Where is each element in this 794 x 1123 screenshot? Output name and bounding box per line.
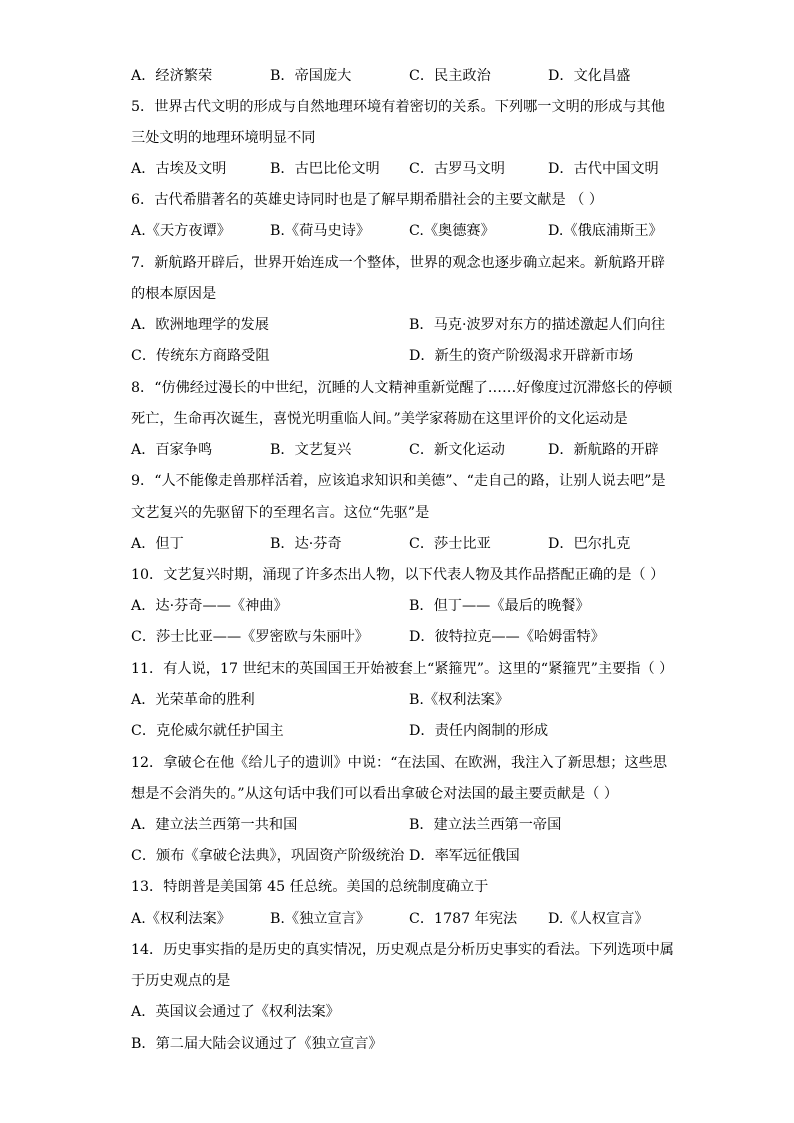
q4-option-d: D．文化昌盛 <box>548 68 631 84</box>
q6-option-d: D.《俄底浦斯王》 <box>548 223 663 239</box>
q10-option-a: A．达·芬奇——《神曲》 <box>131 598 288 614</box>
q7-option-d: D．新生的资产阶级渴求开辟新市场 <box>409 348 634 364</box>
q5-stem-line-2: 三处文明的地理环境明显不同 <box>131 130 316 146</box>
q12-stem-line-1: 12．拿破仑在他《给儿子的遗训》中说：“在法国、在欧洲，我注入了新思想；这些思 <box>131 755 668 771</box>
q10-stem-line-1: 10．文艺复兴时期，涌现了许多杰出人物，以下代表人物及其作品搭配正确的是（ ） <box>131 567 665 583</box>
q13-option-d: D.《人权宣言》 <box>548 911 649 927</box>
q13-stem-line-1: 13．特朗普是美国第 45 任总统。美国的总统制度确立于 <box>131 879 489 895</box>
q13-option-a: A.《权利法案》 <box>131 911 231 927</box>
q11-stem-line-1: 11．有人说，17 世纪末的英国国王开始被套上“紧箍咒”。这里的“紧箍咒”主要指（ ） <box>131 661 674 677</box>
q13-option-c: C．1787 年宪法 <box>409 911 518 927</box>
q7-option-c: C．传统东方商路受阻 <box>131 348 270 364</box>
q9-stem-line-1: 9．“人不能像走兽那样活着，应该追求知识和美德”、“走自己的路，让别人说去吧”是 <box>131 473 666 489</box>
q6-option-c: C.《奥德赛》 <box>409 223 495 239</box>
q12-option-d: D．率军远征俄国 <box>409 848 520 864</box>
q14-stem-line-1: 14．历史事实指的是历史的真实情况，历史观点是分析历史事实的看法。下列选项中属 <box>131 942 674 958</box>
q5-option-d: D．古代中国文明 <box>548 161 659 177</box>
q12-option-a: A．建立法兰西第一共和国 <box>131 817 298 833</box>
q14-option-a: A．英国议会通过了《权利法案》 <box>131 1004 340 1020</box>
q10-option-d: D．彼特拉克——《哈姆雷特》 <box>409 629 605 645</box>
q5-stem-line-1: 5．世界古代文明的形成与自然地理环境有着密切的关系。下列哪一文明的形成与其他 <box>131 99 665 115</box>
q7-stem-line-2: 的根本原因是 <box>131 286 217 302</box>
q7-option-a: A．欧洲地理学的发展 <box>131 317 269 333</box>
q9-option-d: D．巴尔扎克 <box>548 536 631 552</box>
q4-option-c: C．民主政治 <box>409 68 491 84</box>
q11-option-d: D．责任内阁制的形成 <box>409 723 549 739</box>
q8-option-d: D．新航路的开辟 <box>548 442 659 458</box>
q8-stem-line-2: 死亡，生命再次诞生，喜悦光明重临人间。”美学家蒋励在这里评价的文化运动是 <box>131 411 628 427</box>
q12-option-b: B．建立法兰西第一帝国 <box>409 817 562 833</box>
q6-stem-line-1: 6．古代希腊著名的英雄史诗同时也是了解早期希腊社会的主要文献是 （ ） <box>131 192 604 208</box>
q9-option-c: C．莎士比亚 <box>409 536 491 552</box>
q8-option-a: A．百家争鸣 <box>131 442 213 458</box>
q6-option-a: A.《天方夜谭》 <box>131 223 231 239</box>
q12-stem-line-2: 想是不会消失的。”从这句话中我们可以看出拿破仑对法国的最主要贡献是（ ） <box>131 786 619 802</box>
q7-stem-line-1: 7．新航路开辟后，世界开始连成一个整体，世界的观念也逐步确立起来。新航路开辟 <box>131 255 665 271</box>
q6-option-b: B.《荷马史诗》 <box>270 223 371 239</box>
q10-option-c: C．莎士比亚——《罗密欧与朱丽叶》 <box>131 629 369 645</box>
q5-option-a: A．古埃及文明 <box>131 161 227 177</box>
q13-option-b: B.《独立宣言》 <box>270 911 371 927</box>
q11-option-c: C．克伦威尔就任护国主 <box>131 723 284 739</box>
q7-option-b: B．马克·波罗对东方的描述激起人们向往 <box>409 317 666 333</box>
q8-option-c: C．新文化运动 <box>409 442 505 458</box>
q14-option-b: B．第二届大陆会议通过了《独立宣言》 <box>131 1036 383 1052</box>
q9-stem-line-2: 文艺复兴的先驱留下的至理名言。这位“先驱”是 <box>131 505 430 521</box>
q4-option-a: A．经济繁荣 <box>131 68 213 84</box>
q14-stem-line-2: 于历史观点的是 <box>131 973 231 989</box>
q12-option-c: C．颁布《拿破仑法典》，巩固资产阶级统治 <box>131 848 405 864</box>
q5-option-b: B．古巴比伦文明 <box>270 161 380 177</box>
q10-option-b: B．但丁——《最后的晚餐》 <box>409 598 590 614</box>
q4-option-b: B．帝国庞大 <box>270 68 352 84</box>
q11-option-a: A．光荣革命的胜利 <box>131 692 255 708</box>
q11-option-b: B.《权利法案》 <box>409 692 510 708</box>
q8-option-b: B．文艺复兴 <box>270 442 352 458</box>
q9-option-a: A．但丁 <box>131 536 184 552</box>
q5-option-c: C．古罗马文明 <box>409 161 505 177</box>
q8-stem-line-1: 8．“仿佛经过漫长的中世纪，沉睡的人文精神重新觉醒了……好像度过沉滞悠长的停顿 <box>131 380 673 396</box>
q9-option-b: B．达·芬奇 <box>270 536 342 552</box>
